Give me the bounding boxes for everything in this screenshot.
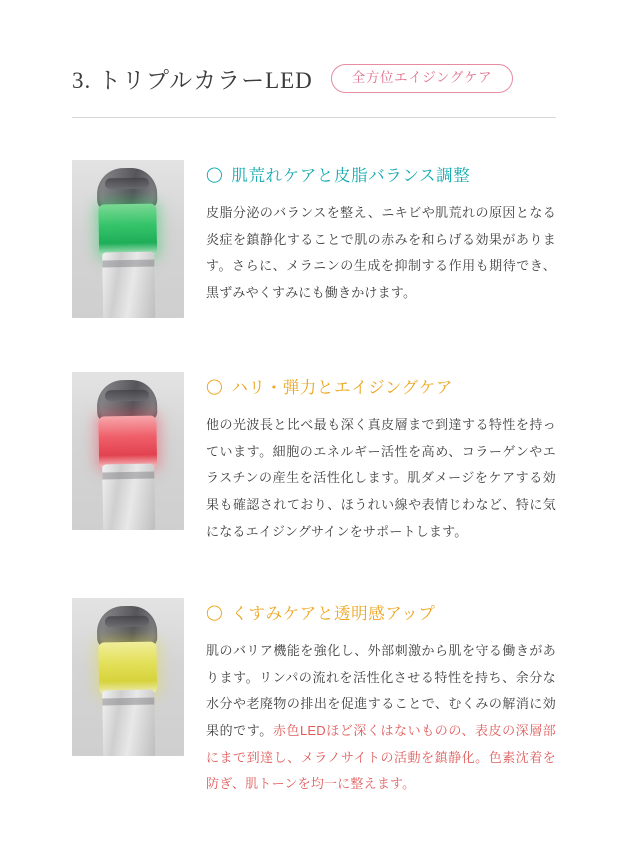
- section-body: [206, 200, 556, 307]
- section-title-row: [206, 600, 556, 624]
- section-body-text: 肌のバリア機能を強化し、外部刺激から肌を守る働きがあります。リンパの流れを活性化させる特性を持ち、余分な水分や老廃物の排出を促進することで、むくみの解消に効果的です。: [206, 643, 556, 738]
- section-text: [206, 598, 556, 798]
- content-section: [72, 160, 556, 318]
- section-body: [206, 412, 556, 545]
- section-title: ハリ・弾力とエイジングケア: [231, 379, 453, 397]
- section-title: くすみケアと透明感アップ: [231, 605, 436, 623]
- content-section: [72, 372, 556, 545]
- section-body: [206, 638, 556, 798]
- circle-outline-icon: ◯: [206, 603, 224, 621]
- led-yellow-device-photo: [72, 598, 184, 756]
- header-divider: [72, 117, 556, 118]
- led-green-device-photo: [72, 160, 184, 318]
- section-text: [206, 372, 556, 545]
- content-section: [72, 598, 556, 798]
- section-text: [206, 160, 556, 307]
- section-body-highlight: 赤色LEDほど深くはないものの、表皮の深層部にまで到達し、メラノサイトの活動を鎮静化。色素沈着を防ぎ、肌トーンを均一に整えます。: [206, 722, 556, 792]
- circle-outline-icon: ◯: [206, 165, 224, 183]
- section-title-row: [206, 162, 556, 186]
- section-header: [72, 62, 556, 95]
- led-red-device-photo: [72, 372, 184, 530]
- header-badge: 全方位エイジングケア: [331, 64, 513, 93]
- section-title: 肌荒れケアと皮脂バランス調整: [231, 167, 471, 185]
- section-title-row: [206, 374, 556, 398]
- section-body-text: 他の光波長と比べ最も深く真皮層まで到達する特性を持っています。細胞のエネルギー活性を高め、コラーゲンやエラスチンの産生を活性化します。肌ダメージをケアする効果も確認されており、ほうれい線や表情じわなど、特に気になるエイジングサインをサポートします。: [206, 417, 556, 539]
- circle-outline-icon: ◯: [206, 377, 224, 395]
- section-body-text: 皮脂分泌のバランスを整え、ニキビや肌荒れの原因となる炎症を鎮静化することで肌の赤みを和らげる効果があります。さらに、メラニンの生成を抑制する作用も期待でき、黒ずみやくすみにも働きかけます。: [206, 205, 556, 300]
- page-title: 3. トリプルカラーLED: [72, 68, 313, 93]
